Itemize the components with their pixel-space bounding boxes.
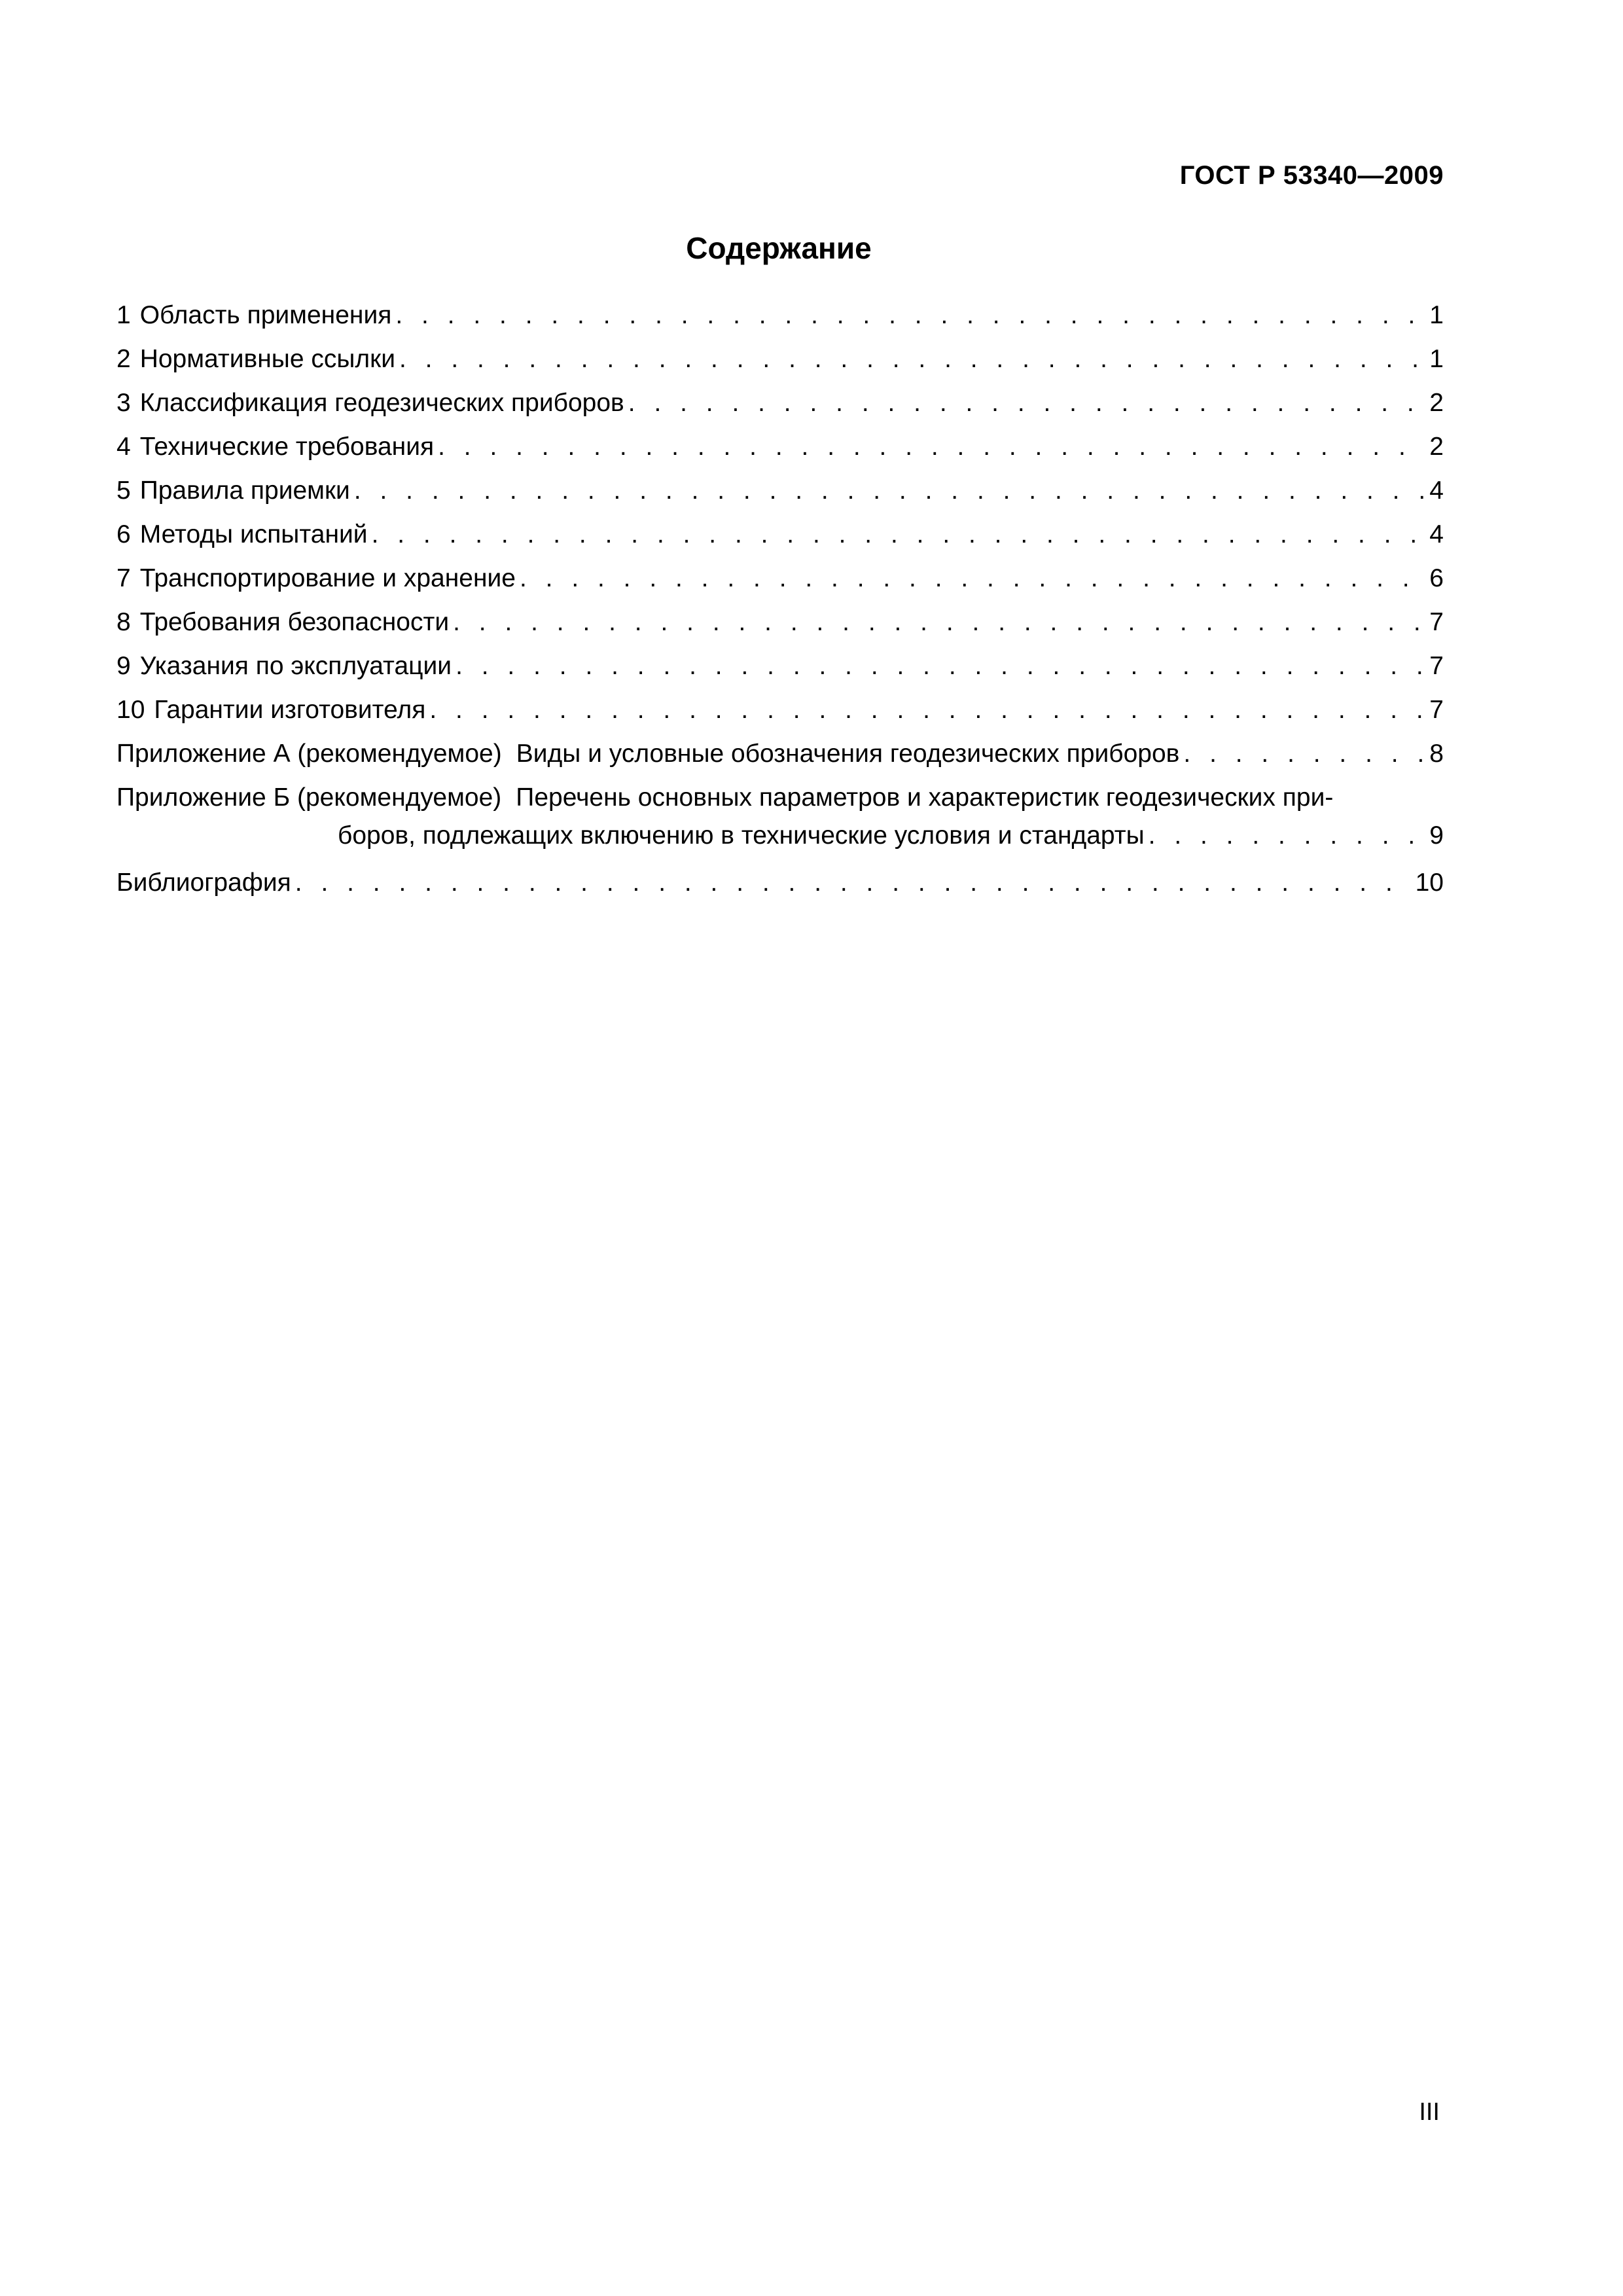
toc-entry-title: Требования безопасности: [139, 608, 450, 636]
toc-entry-page: 10: [1415, 869, 1444, 897]
page-number: III: [1419, 2098, 1440, 2126]
toc-entry-page: 2: [1429, 433, 1444, 461]
toc-entry-title: Нормативные ссылки: [139, 345, 395, 373]
dot-leader: [295, 867, 1410, 898]
toc-entry-number: 7: [116, 564, 131, 592]
toc-entry-page: 7: [1429, 652, 1444, 680]
annex-label: Приложение А (рекомендуемое): [116, 740, 502, 768]
toc-entry[interactable]: [116, 651, 1444, 694]
toc-entry-title: Технические требования: [139, 433, 435, 461]
toc-entry-title: Транспортирование и хранение: [139, 564, 516, 592]
toc-entry-number: 10: [116, 696, 145, 724]
toc-entry-page: 7: [1429, 608, 1444, 636]
annex-label: Приложение Б (рекомендуемое): [116, 783, 502, 812]
annex-title-line2: боров, подлежащих включению в технические условия и стандарты: [338, 821, 1145, 850]
toc-entry-page: 8: [1429, 740, 1444, 768]
toc-entry-number: 9: [116, 652, 131, 680]
toc-annex-b[interactable]: [116, 782, 1444, 858]
toc-entry[interactable]: [116, 607, 1444, 651]
toc-entry[interactable]: [116, 387, 1444, 431]
toc-entry-page: 6: [1429, 564, 1444, 592]
toc-entry-title: Правила приемки: [139, 476, 350, 505]
dot-leader: [520, 563, 1424, 594]
toc-annex-a[interactable]: [116, 738, 1444, 782]
toc-entry[interactable]: [116, 300, 1444, 344]
dot-leader: [1149, 820, 1425, 851]
toc-entry-page: 4: [1429, 520, 1444, 548]
toc-entry-title: Классификация геодезических приборов: [139, 389, 624, 417]
toc-entry[interactable]: [116, 344, 1444, 387]
toc-entry[interactable]: [116, 694, 1444, 738]
dot-leader: [455, 651, 1424, 681]
toc-entry-page: 9: [1429, 821, 1444, 850]
annex-title: Виды и условные обозначения геодезических приборов: [516, 740, 1180, 768]
toc-entry-page: 2: [1429, 389, 1444, 417]
annex-title-line1: Перечень основных параметров и характеристик геодезических при-: [516, 783, 1334, 812]
dot-leader: [1183, 738, 1424, 769]
dot-leader: [438, 431, 1424, 462]
dot-leader: [453, 607, 1424, 637]
toc-entry-title: Область применения: [139, 301, 392, 329]
toc-entry-number: 4: [116, 433, 131, 461]
toc-title: Содержание: [686, 231, 872, 265]
dot-leader: [372, 519, 1425, 550]
toc-entry[interactable]: [116, 431, 1444, 475]
dot-leader: [628, 387, 1425, 418]
toc-entry[interactable]: [116, 519, 1444, 563]
dot-leader: [354, 475, 1424, 506]
toc-entry-page: 4: [1429, 476, 1444, 505]
dot-leader: [399, 344, 1424, 374]
toc-entry-title: Методы испытаний: [139, 520, 368, 548]
toc-entry-title: Гарантии изготовителя: [154, 696, 426, 724]
document-code: ГОСТ Р 53340—2009: [1179, 161, 1444, 190]
toc-entry-title: Указания по эксплуатации: [139, 652, 452, 680]
toc-entry[interactable]: [116, 475, 1444, 519]
toc-entry-page: 1: [1429, 301, 1444, 329]
toc-entry[interactable]: [116, 563, 1444, 607]
toc-entry-page: 7: [1429, 696, 1444, 724]
dot-leader: [395, 300, 1424, 331]
toc-entry-page: 1: [1429, 345, 1444, 373]
toc-entry-number: 2: [116, 345, 131, 373]
toc-entry-number: 3: [116, 389, 131, 417]
toc-entry-number: 6: [116, 520, 131, 548]
toc-bibliography[interactable]: [116, 867, 1444, 911]
toc-entry-number: 5: [116, 476, 131, 505]
dot-leader: [429, 694, 1424, 725]
bibliography-title: Библиография: [116, 869, 291, 897]
table-of-contents: [116, 300, 1444, 911]
toc-entry-number: 8: [116, 608, 131, 636]
toc-entry-number: 1: [116, 301, 131, 329]
